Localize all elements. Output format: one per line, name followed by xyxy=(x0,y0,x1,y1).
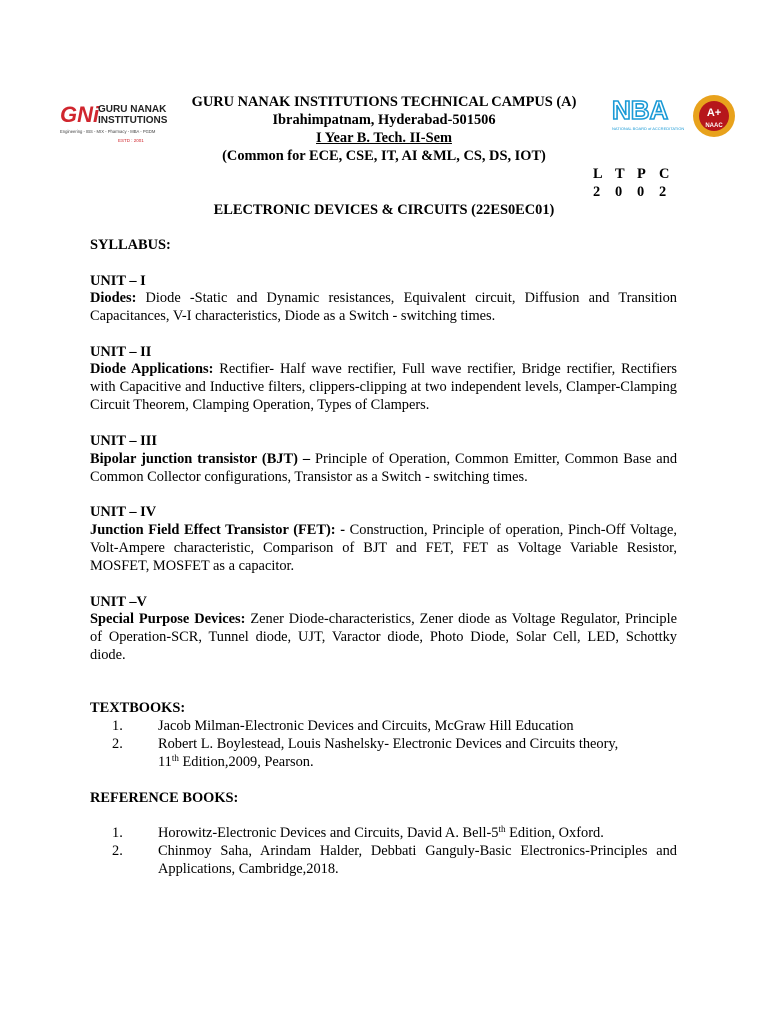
syllabus-heading: SYLLABUS: xyxy=(90,237,171,253)
nba-logo-mark: NBA xyxy=(612,95,669,125)
textbook-edition-rest: Edition,2009, Pearson. xyxy=(178,754,314,771)
unit-2-content: Rectifier- Half wave rectifier, Full wave rectifier, Bridge rectifier, Rectifiers with Capacitive and Inductive filters, clippers-clipping at two independent levels, Clamper-Clamping Circuit Theorem, Clamping Operation, Types of Clampers. xyxy=(90,361,678,414)
unit-5-topic: Special Purpose Devices: xyxy=(90,611,246,627)
gni-logo-estd: ESTD : 2001 xyxy=(118,138,144,143)
reference-num: 2. xyxy=(112,843,123,860)
reference-text: Chinmoy Saha, Arindam Halder, Debbati Ganguly-Basic Electronics-Principles and Applications, Cambridge,2018. xyxy=(158,843,677,878)
ltpc-value-p: 0 xyxy=(637,184,645,200)
unit-5-body xyxy=(90,610,677,665)
gni-logo-line2: INSTITUTIONS xyxy=(98,115,168,126)
unit-2-body xyxy=(90,360,677,415)
unit-4-body xyxy=(90,521,677,576)
unit-4-content: Construction, Principle of operation, Pinch-Off Voltage, Volt-Ampere characteristic, Comparison of BJT and FET, FET as Voltage Variable Resistor, MOSFET, MOSFET as a capacitor. xyxy=(90,522,677,575)
ltpc-value-l: 2 xyxy=(593,184,601,200)
year-sem: I Year B. Tech. II-Sem xyxy=(316,130,452,146)
unit-2-title: UNIT – II xyxy=(90,344,152,360)
textbook-edition-sup: th xyxy=(171,753,179,764)
unit-3-topic: Bipolar junction transistor (BJT) – xyxy=(90,451,311,467)
unit-5-content: Zener Diode-characteristics, Zener diode as Voltage Regulator, Principle of Operation-SCR, Tunnel diode, UJT, Varactor diode, Photo Diode, Solar Cell, LED, Schottky diode. xyxy=(90,611,677,664)
unit-3-title: UNIT – III xyxy=(90,433,157,449)
reference-num: 1. xyxy=(112,825,123,841)
unit-1-topic: Diodes: xyxy=(90,290,137,306)
gni-logo-mark: GNi xyxy=(60,102,100,127)
reference-heading: REFERENCE BOOKS: xyxy=(90,790,239,806)
unit-5-title: UNIT –V xyxy=(90,594,147,610)
reference-text-rest: Edition, Oxford. xyxy=(505,825,604,841)
textbook-num: 2. xyxy=(112,736,123,753)
reference-sup: th xyxy=(498,824,506,834)
ltpc-label-p: P xyxy=(637,166,646,182)
ltpc-label-c: C xyxy=(659,166,670,182)
ltpc-values xyxy=(593,184,681,201)
course-title: ELECTRONIC DEVICES & CIRCUITS (22ES0EC01) xyxy=(213,202,555,218)
unit-3-content: Principle of Operation, Common Emitter, Common Base and Common Collector configurations, Transistor as a Switch - switching times. xyxy=(90,451,678,486)
unit-3-body xyxy=(90,450,677,486)
ltpc-value-c: 2 xyxy=(659,184,667,200)
reference-text: Horowitz-Electronic Devices and Circuits, David A. Bell-5 xyxy=(158,825,499,841)
textbook-item xyxy=(90,735,677,771)
institution-address: Ibrahimpatnam, Hyderabad-501506 xyxy=(272,112,496,128)
institution-name: GURU NANAK INSTITUTIONS TECHNICAL CAMPUS (A) xyxy=(191,94,577,110)
gni-logo-line1: GURU NANAK xyxy=(98,104,167,115)
unit-1-body xyxy=(90,289,677,325)
reference-list xyxy=(90,824,677,879)
unit-4-topic: Junction Field Effect Transistor (FET): - xyxy=(90,522,346,538)
naac-grade: A+ xyxy=(706,107,722,119)
nba-logo-caption: NATIONAL BOARD of ACCREDITATION xyxy=(612,126,685,131)
textbook-num: 1. xyxy=(112,718,123,734)
gni-logo-tagline: Engineering - IBS - MIX - Pharmacy - MBA - PGDM xyxy=(60,129,156,134)
reference-item xyxy=(90,824,677,842)
year-sem-wrap xyxy=(0,130,768,147)
textbook-text-line1: Robert L. Boylestead, Louis Nashelsky- Electronic Devices and Circuits theory, xyxy=(158,736,619,753)
unit-1-content: Diode -Static and Dynamic resistances, Equivalent circuit, Diffusion and Transition Capacitances, V-I characteristics, Diode as a Switch - switching times. xyxy=(90,290,677,325)
ltpc-label-t: T xyxy=(615,166,625,182)
unit-4-title: UNIT – IV xyxy=(90,504,157,520)
unit-2-topic: Diode Applications: xyxy=(90,361,214,377)
ltpc-labels xyxy=(593,166,681,183)
textbook-text: Jacob Milman-Electronic Devices and Circuits, McGraw Hill Education xyxy=(158,718,574,734)
textbook-edition: 11 xyxy=(158,754,172,771)
textbooks-heading: TEXTBOOKS: xyxy=(90,700,186,716)
common-for: (Common for ECE, CSE, IT, AI &ML, CS, DS, IOT) xyxy=(222,148,546,164)
textbooks-list xyxy=(90,717,677,772)
unit-1-title: UNIT – I xyxy=(90,273,146,289)
naac-name: NAAC xyxy=(705,123,723,129)
reference-item xyxy=(90,842,677,878)
textbook-item xyxy=(90,717,677,735)
ltpc-value-t: 0 xyxy=(615,184,623,200)
ltpc-label-l: L xyxy=(593,166,603,182)
